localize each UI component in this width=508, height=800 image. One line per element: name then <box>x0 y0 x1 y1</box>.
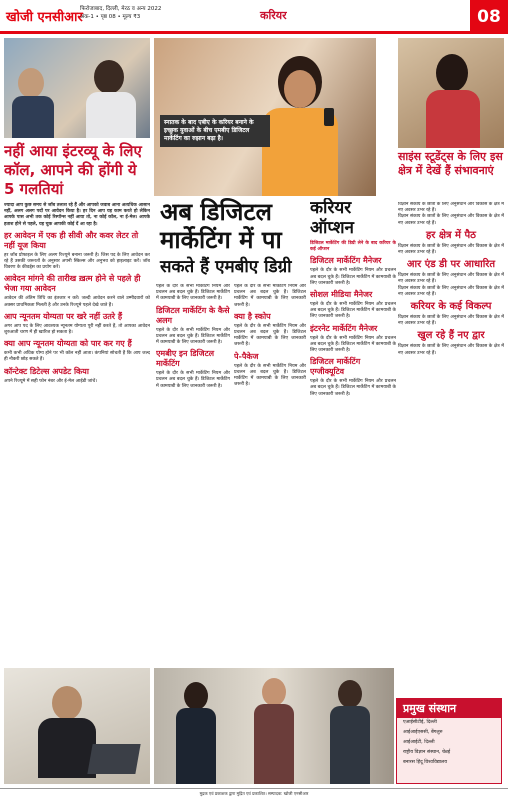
right-body-1: विज्ञान संकाय के छात्रों के लिए अनुसंधान और विकास के क्षेत्र में नए अवसर उभर रहे हैं। <box>398 202 504 214</box>
right-body-2: विज्ञान संकाय के छात्रों के लिए अनुसंधान और विकास के क्षेत्र में नए अवसर उभर रहे हैं। <box>398 214 504 226</box>
left-sub-4: क्या आप न्यूनतम योग्यता को पार कर गए हैं <box>4 339 132 349</box>
center-body-5: पहले के दौर के सभी मार्केटिंग नियम और प्रचलन अब बदल चुके हैं। डिजिटल मार्केटिंग में कामयाबी के लिए जानकारी जरूरी है। <box>234 323 306 348</box>
center-body-6: पहले के दौर के सभी मार्केटिंग नियम और प्रचलन अब बदल चुके हैं। डिजिटल मार्केटिंग में कामयाबी के लिए जानकारी जरूरी है। <box>234 363 306 388</box>
center-sub-3: क्या है स्कोप <box>234 311 271 321</box>
institutes-title: प्रमुख संस्थान <box>397 699 501 718</box>
section-title: करियर <box>260 9 287 22</box>
right-sub-1: हर क्षेत्र में पैठ <box>425 229 476 241</box>
left-text-1: हर जॉब प्रोफाइल के लिए अलग रिज्यूमे बनाना जरूरी है। जिस पद के लिए आवेदन कर रहे हैं उसकी जरूरतों के अनुसार अपनी स्किल्स और अनुभव को हाइलाइट करें। जॉब विवरण के कीवर्ड्स का प्रयोग करें। <box>4 252 150 271</box>
career-sub-4: डिजिटल मार्केटिंग एग्जीक्यूटिव <box>310 357 361 377</box>
center-body-1: पहले के दौर के सभी मार्केटिंग नियम और प्रचलन अब बदल चुके हैं। डिजिटल मार्केटिंग में कामयाबी के लिए जानकारी जरूरी है। <box>156 284 230 302</box>
career-headline-2: ऑप्शन <box>310 218 354 238</box>
center-headline-1: अब डिजिटल <box>160 198 272 226</box>
issue-meta: फिरोजाबाद, दिल्ली, मेरठ व अन्य 2022 अंक-1 • पृष्ठ 08 • मूल्य ₹3 <box>80 6 162 20</box>
left-text-5: अपने रिज्यूमे में सही फोन नंबर और ई-मेल आईडी जांचें। <box>4 378 97 384</box>
right-body-7: विज्ञान संकाय के छात्रों के लिए अनुसंधान और विकास के क्षेत्र में नए अवसर उभर रहे हैं। <box>398 344 504 356</box>
newspaper-logo: खोजी एनसीआर <box>6 10 83 25</box>
center-sub-1: डिजिटल मार्केटिंग के कैसे अलग <box>156 305 230 325</box>
right-body-6: विज्ञान संकाय के छात्रों के लिए अनुसंधान और विकास के क्षेत्र में नए अवसर उभर रहे हैं। <box>398 315 504 327</box>
laptop-man-photo <box>4 668 150 784</box>
center-headline-2: मार्केटिंग में पा <box>160 226 282 254</box>
business-people-photo <box>154 668 394 784</box>
career-body-4: पहले के दौर के सभी मार्केटिंग नियम और प्रचलन अब बदल चुके हैं। डिजिटल मार्केटिंग में कामयाबी के लिए जानकारी जरूरी है। <box>310 379 396 397</box>
institute-item: आईआईटी, दिल्ली <box>403 740 435 745</box>
career-headline-1: करियर <box>310 198 352 218</box>
institute-item: एआईसीटीई, दिल्ली <box>403 720 437 725</box>
left-sub-3: आप न्यूनतम योग्यता पर खरे नहीं उतरे हैं <box>4 311 123 321</box>
left-headline: नहीं आया इंटरव्यू के लिए कॉल, आपने की होंगी ये 5 गलतियां <box>4 142 142 198</box>
institute-item: बनारस हिंदू विश्वविद्यालय <box>403 760 448 765</box>
center-col-1 <box>156 284 230 664</box>
center-col-2 <box>234 284 306 664</box>
page-number: 08 <box>470 0 508 34</box>
center-body-4: पहले के दौर के सभी मार्केटिंग नियम और प्रचलन अब बदल चुके हैं। डिजिटल मार्केटिंग में कामयाबी के लिए जानकारी जरूरी है। <box>234 284 306 308</box>
right-body-3: विज्ञान संकाय के छात्रों के लिए अनुसंधान और विकास के क्षेत्र में नए अवसर उभर रहे हैं। <box>398 243 504 256</box>
left-text-2: आवेदन की अंतिम तिथि का इंतजार न करें। जल्दी आवेदन करने वाले उम्मीदवारों को अक्सर प्राथमिकता मिलती है और उनके रिज्यूमे पहले देखे जाते हैं। <box>4 296 150 308</box>
career-option-column <box>310 198 396 668</box>
right-sub-2: आर एंड डी पर आधारित <box>406 259 496 271</box>
right-sub-4: खुल रहे हैं नए द्वार <box>417 330 485 342</box>
imprint-line: मुद्रक एवं प्रकाशक द्वारा मुद्रित एवं प्रकाशित। सम्पादक: खोजी एनसीआर <box>0 788 508 800</box>
left-sub-1: हर आवेदन में एक ही सीवी और कवर लेटर तो नहीं यूज किया <box>4 230 139 250</box>
student-photo <box>398 38 504 148</box>
right-sub-3: करियर के कई विकल्प <box>410 301 492 313</box>
career-body-3: पहले के दौर के सभी मार्केटिंग नियम और प्रचलन अब बदल चुके हैं। डिजिटल मार्केटिंग में कामयाबी के लिए जानकारी जरूरी है। <box>310 335 396 354</box>
career-body-1: पहले के दौर के सभी मार्केटिंग नियम और प्रचलन अब बदल चुके हैं। डिजिटल मार्केटिंग में कामयाबी के लिए जानकारी जरूरी है। <box>310 268 396 286</box>
center-body-3: पहले के दौर के सभी मार्केटिंग नियम और प्रचलन अब बदल चुके हैं। डिजिटल मार्केटिंग में कामयाबी के लिए जानकारी जरूरी है। <box>156 371 230 389</box>
right-body-4: विज्ञान संकाय के छात्रों के लिए अनुसंधान और विकास के क्षेत्र में नए अवसर उभर रहे हैं। <box>398 273 504 285</box>
career-sub-2: सोशल मीडिया मैनेजर <box>310 290 373 300</box>
right-column <box>398 202 504 696</box>
office-photo <box>4 38 150 138</box>
center-sub-2: एमबीए इन डिजिटल मार्केटिंग <box>156 349 215 369</box>
left-sub-5: कॉन्टेक्ट डिटेल्स अपडेट किया <box>4 366 89 376</box>
career-intro: डिजिटल मार्केटिंग की डिग्री लेने के बाद करियर के कई ऑप्शन <box>310 241 396 253</box>
center-sub-4: पे-पैकेज <box>234 351 259 361</box>
career-sub-3: इंटरनेट मार्केटिंग मैनेजर <box>310 323 378 333</box>
left-sub-2: आवेदन मांगने की तारीख ख़त्म होने से पहले ही भेजा गया आवेदन <box>4 274 141 294</box>
right-body-5: विज्ञान संकाय के छात्रों के लिए अनुसंधान और विकास के क्षेत्र में नए अवसर उभर रहे हैं। <box>398 285 504 297</box>
institute-item: आईआईएससी, बेंगलुरु <box>403 730 443 735</box>
center-body-2: पहले के दौर के सभी मार्केटिंग नियम और प्रचलन अब बदल चुके हैं। डिजिटल मार्केटिंग में कामयाबी के लिए जानकारी जरूरी है। <box>156 327 230 346</box>
pull-quote: स्नातक के बाद एबीए के करियर बनाने के इच्छुक युवाओं के बीच एमबीए डिजिटल मार्केटिंग का रुझान बढ़ा है। <box>160 115 270 147</box>
center-headline-3: सकते हैं एमबीए डिग्री <box>160 257 292 277</box>
masthead <box>0 0 508 34</box>
right-headline: साइंस स्टूडेंट्स के लिए इस क्षेत्र में देखें हैं संभावनाएं <box>398 150 503 177</box>
career-body-2: पहले के दौर के सभी मार्केटिंग नियम और प्रचलन अब बदल चुके हैं। डिजिटल मार्केटिंग में कामयाबी के लिए जानकारी जरूरी है। <box>310 302 396 320</box>
left-intro: ज्यादा आप कुछ समय से जॉब तलाश रहे हैं और आपको जवाब आना अत्यधिक आसान नहीं, अलग अलग पदों पर आवेदन किया है। हर दिन आप यह काम करते हो लेकिन आपके पास अभी तक कोई रिस्पॉन्स नहीं आया तो, ना कोई कॉल, ना ई-मेल। आपके हताश होने से पहले, यह चुक आपकी कोई दें आ रहा है। <box>4 203 150 227</box>
institutes-box <box>396 698 502 784</box>
career-sub-1: डिजिटल मार्केटिंग मैनेजर <box>310 256 382 266</box>
left-text-3: अगर आप पद के लिए आवश्यक न्यूनतम योग्यता पूरी नहीं करते हैं, तो आपका आवेदन शुरुआती चरण में ही खारिज हो सकता है। <box>4 323 150 336</box>
institute-item: राष्ट्रीय विज्ञान संस्थान, चेन्नई <box>403 750 451 755</box>
left-text-4: कभी कभी अधिक योग्य होने पर भी कॉल नहीं आता। कंपनियां सोचती हैं कि आप जल्द ही नौकरी छोड़ सकते हैं। <box>4 351 150 363</box>
